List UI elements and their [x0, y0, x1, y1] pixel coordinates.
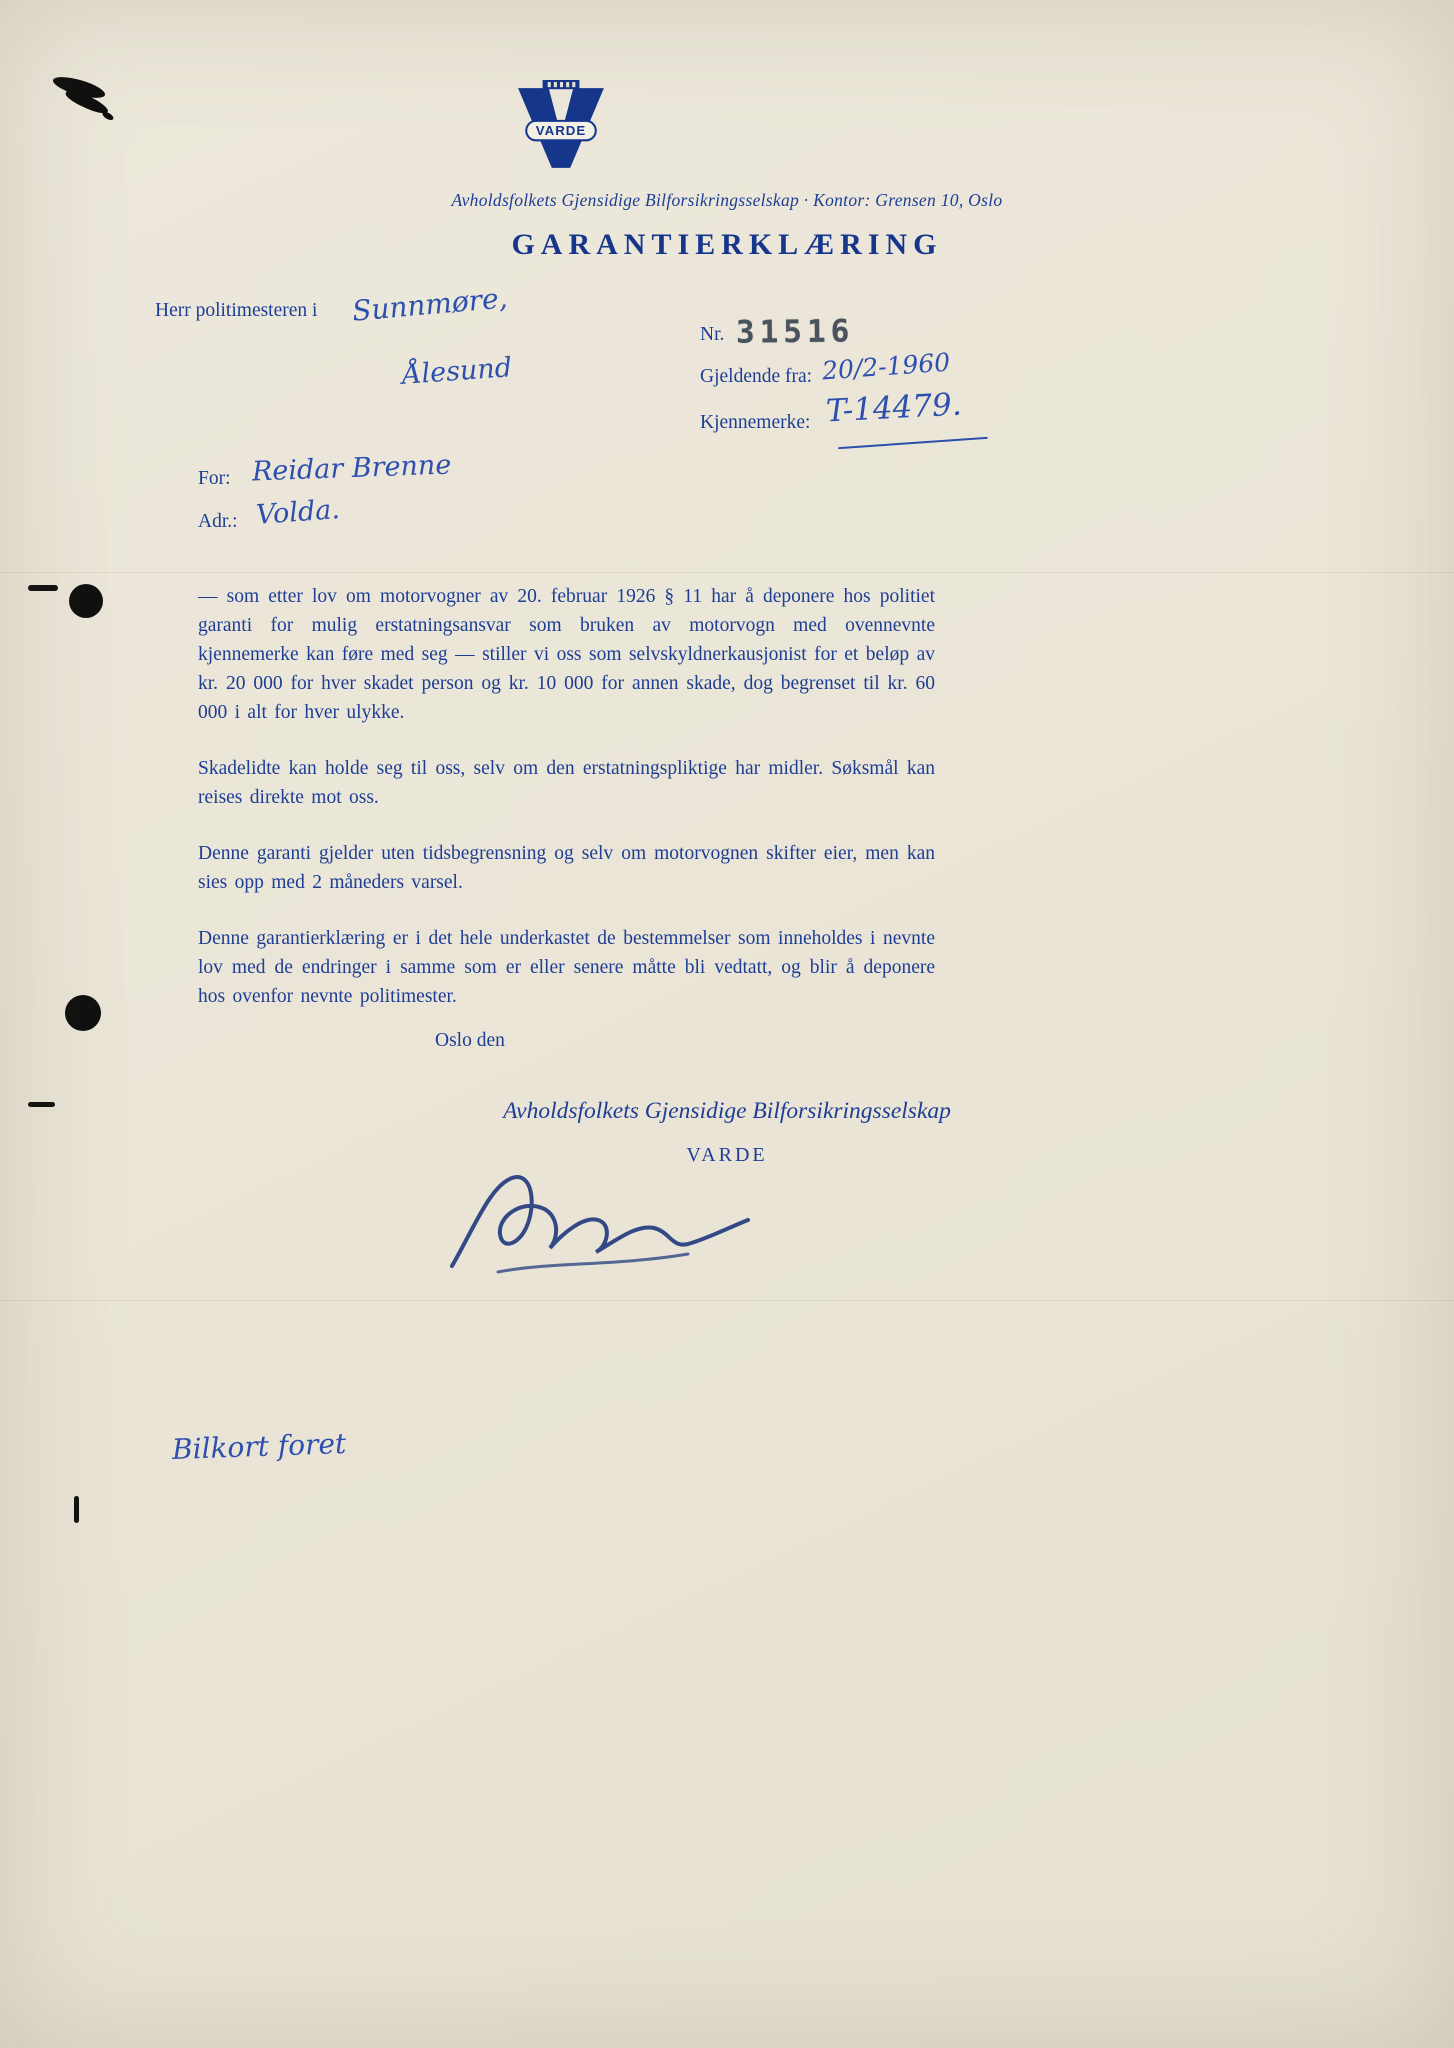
handwritten-district: Sunnmøre, — [350, 281, 509, 328]
place-date-line: Oslo den — [435, 1030, 505, 1051]
recipient-label: Herr politimesteren i — [155, 300, 318, 321]
body-paragraph-3: Denne garanti gjelder uten tidsbegrensning og selv om motorvognen skifter eier, men kan sies opp med 2 måneders varsel. — [198, 843, 935, 893]
hole-punch — [69, 584, 103, 618]
body-paragraph-1: — som etter lov om motorvogner av 20. februar 1926 § 11 har å deponere hos politiet garanti for mulig erstatningsansvar som bruken av motorvogn med ovennevnte kjennemerke kan føre med seg — stiller vi oss som selvskyldnerkausjonist for et beløp av kr. 20 000 for hver skadet person og kr. 10 000 for annen skade, dog begrenset til kr. 60 000 i alt for hver ulykke. — [198, 586, 935, 723]
handwritten-bottom-note: Bilkort foret — [171, 1426, 347, 1467]
handwritten-name: Reidar Brenne — [251, 449, 452, 488]
signature — [438, 1162, 768, 1297]
nr-label: Nr. — [700, 324, 725, 345]
paper-crease — [0, 572, 1454, 573]
edge-mark — [28, 585, 58, 591]
company-short-name: VARDE — [686, 1144, 768, 1166]
body-paragraph-4: Denne garantierklæring er i det hele underkastet de bestemmelser som inneholdes i nevnte lov med de endringer i samme som er eller senere måtte bli vedtatt, og blir å deponere hos ovenfor nevnte politimester. — [198, 928, 935, 1007]
handwritten-address: Volda. — [255, 494, 341, 531]
adr-label: Adr.: — [198, 511, 238, 532]
body-text — [198, 582, 935, 1038]
company-signature-line: Avholdsfolkets Gjensidige Bilforsikringsselskap — [503, 1098, 951, 1124]
body-paragraph-2: Skadelidte kan holde seg til oss, selv om den erstatningspliktige har midler. Søksmål kan reises direkte mot oss. — [198, 758, 935, 808]
for-label: For: — [198, 468, 231, 489]
handwritten-valid-from: 20/2-1960 — [821, 347, 952, 386]
document-title: GARANTIERKLÆRING — [511, 228, 943, 261]
varde-logo-icon — [503, 80, 619, 172]
stamped-number: 31516 — [735, 313, 855, 351]
edge-mark — [74, 1496, 79, 1523]
valid-from-label: Gjeldende fra: — [700, 366, 813, 387]
company-header-line: Avholdsfolkets Gjensidige Bilforsikringsselskap · Kontor: Grensen 10, Oslo — [451, 190, 1003, 210]
varde-logo — [503, 80, 619, 172]
paper-crease — [0, 1300, 1454, 1301]
handwritten-underline — [838, 437, 988, 449]
plate-label: Kjennemerke: — [700, 412, 811, 433]
signature-scrawl-icon — [438, 1162, 768, 1297]
handwritten-city: Ålesund — [401, 352, 513, 391]
logo-varde-text: VARDE — [535, 123, 587, 139]
handwritten-plate: T-14479. — [825, 386, 963, 430]
hole-punch — [65, 995, 101, 1031]
scan-artifact — [101, 110, 114, 121]
